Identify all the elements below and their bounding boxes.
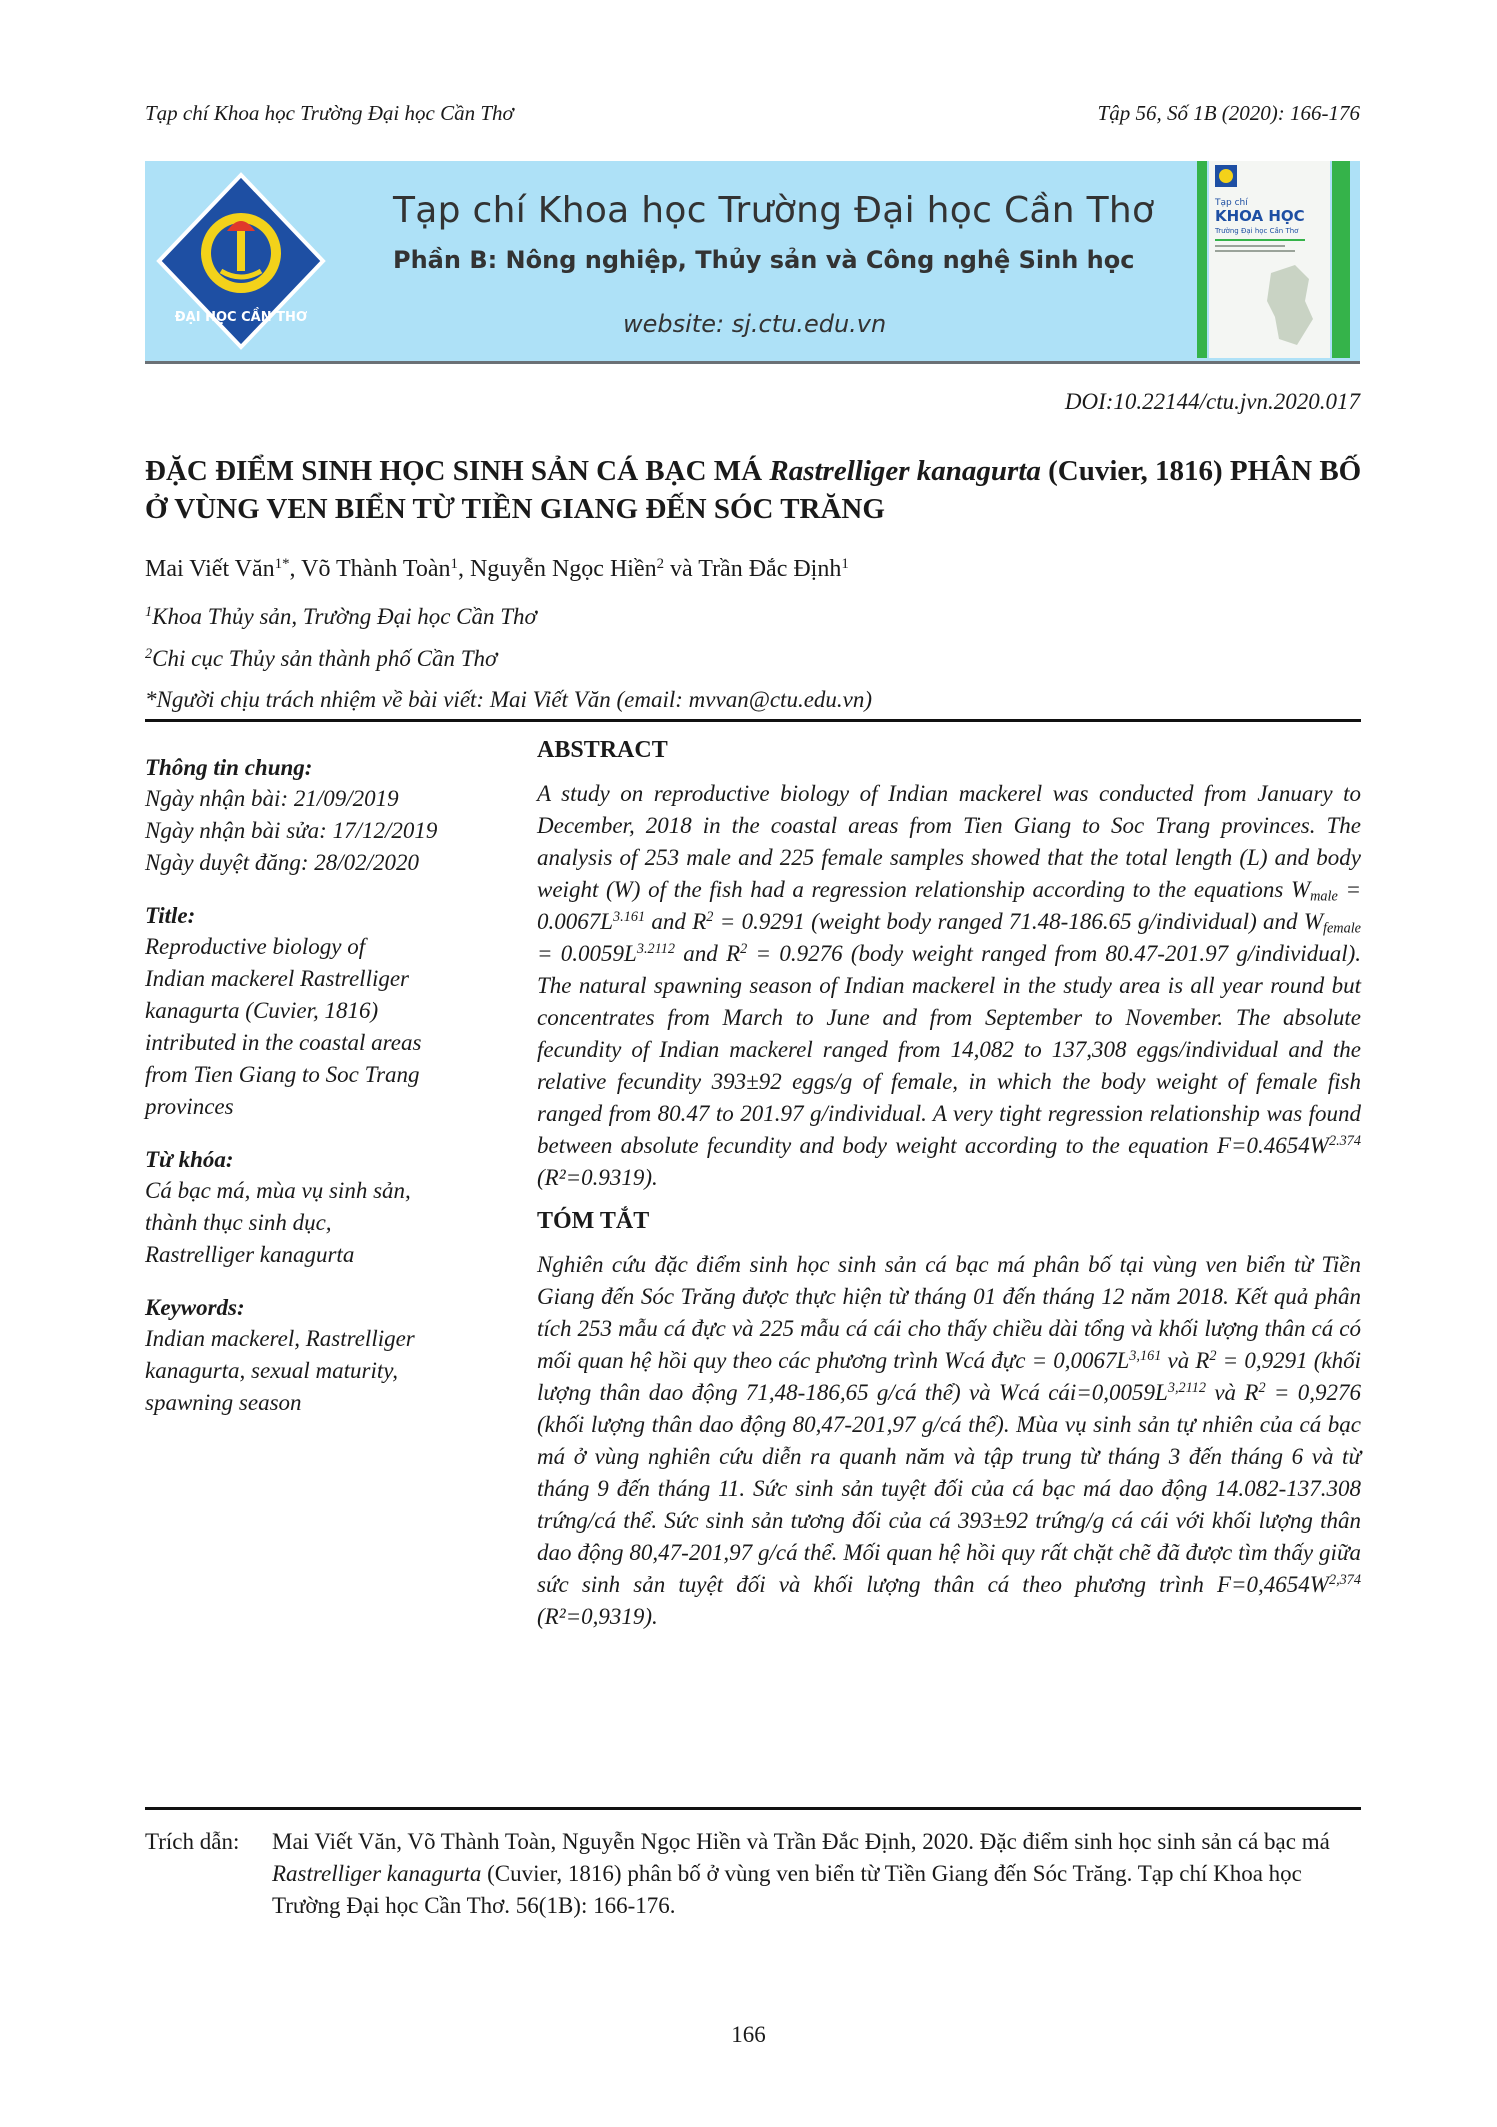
received-date: Ngày nhận bài: 21/09/2019: [145, 786, 399, 811]
green-accent-bar: [1197, 161, 1207, 358]
abstract-text: A study on reproductive biology of Indian mackerel was conducted from January to December, 2018 in the coastal areas from Tien Giang to Soc Trang provinces. The analysis of 253 male and 225 female samples showed that the total length (L) and body weight (W) of the fish had a regression relationship according to the equations $W_{male} = 0.0067L^{3.161}$ and $R^2 = 0.9291$ (weight body ranged 71.48-186.65 g/individual) and $W_{female} = 0.0059L^{3.2112}$ and $R^2 = 0.9276$ (body weight ranged from 80.47-201.97 g/individual). The natural spawning season of Indian mackerel in the study area is all year round but concentrates from March to June and from September to November. The absolute fecundity of Indian mackerel ranged from 14,082 to 137,308 eggs/individual and the relative fecundity 393±92 eggs/g of female, in which the body weight of female fish ranged from 80.47 to 201.97 g/individual. A very tight regression relationship was found between absolute fecundity and body weight according to the equation $F=0.4654W^{2.374}$ (R²=0.9319).: [537, 781, 1361, 1190]
article-title: ĐẶC ĐIỂM SINH HỌC SINH SẢN CÁ BẠC MÁ Rastrelliger kanagurta (Cuvier, 1816) PHÂN BỐ Ở VÙNG VEN BIỂN TỪ TIỀN GIANG ĐẾN SÓC TRĂNG: [145, 455, 1362, 525]
article-info-sidebar: [145, 755, 500, 1443]
banner-subtitle: Phần B: Nông nghiệp, Thủy sản và Công nghệ Sinh học: [393, 246, 1135, 274]
svg-text:ĐẠI HỌC CẦN THƠ: ĐẠI HỌC CẦN THƠ: [174, 310, 308, 325]
accepted-date: Ngày duyệt đăng: 28/02/2020: [145, 850, 420, 875]
citation-text: Mai Viết Văn, Võ Thành Toàn, Nguyễn Ngọc Hiền và Trần Đắc Định, 2020. Đặc điểm sinh học sinh sản cá bạc má Rastrelliger kanagurta (Cuvier, 1816) phân bố ở vùng ven biển từ Tiền Giang đến Sóc Trăng. Tạp chí Khoa học Trường Đại học Cần Thơ. 56(1B): 166-176.: [272, 1829, 1330, 1918]
species-name: Rastrelliger kanagurta: [769, 455, 1041, 487]
doi[interactable]: DOI:10.22144/ctu.jvn.2020.017: [1064, 389, 1360, 414]
journal-banner: [145, 161, 1360, 364]
banner-website[interactable]: website: sj.ctu.edu.vn: [623, 310, 887, 338]
affiliation: $^1$Khoa Thủy sản, Trường Đại học Cần Thơ: [145, 604, 537, 629]
journal-cover-thumbnail: [1209, 161, 1330, 358]
author: Võ Thành Toàn: [301, 556, 451, 582]
page-number: 166: [731, 2022, 766, 2047]
vietnamese-keywords: Từ khóa: Cá bạc má, mùa vụ sinh sản, thành thục sinh dục, Rastrelliger kanagurta: [145, 1147, 500, 1271]
abstract-heading: ABSTRACT: [537, 737, 668, 763]
corresponding-author: *Người chịu trách nhiệm về bài viết: Mai Viết Văn (email: mvvan@ctu.edu.vn): [145, 687, 873, 712]
tomtat-text: Nghiên cứu đặc điểm sinh học sinh sản cá bạc má phân bố tại vùng ven biển từ Tiền Giang đến Sóc Trăng được thực hiện từ tháng 01 đến tháng 12 năm 2018. Kết quả phân tích 253 mẫu cá đực và 225 mẫu cá cái cho thấy chiều dài tổng và khối lượng thân cá có mối quan hệ hồi quy theo các phương trình Wcá đực = $0,0067L^{3,161}$ và $R^2 = 0,9291$ (khối lượng thân dao động 71,48-186,65 g/cá thể) và Wcá $cái=0,0059L^{3,2112}$ và $R^2 = 0,9276$ (khối lượng thân dao động 80,47-201,97 g/cá thể). Mùa vụ sinh sản tự nhiên của cá bạc má ở vùng nghiên cứu diễn ra quanh năm và tập trung từ tháng 3 đến tháng 6 và từ tháng 9 đến tháng 11. Sức sinh sản tuyệt đối của cá bạc má dao động 14.082-137.308 trứng/cá thể. Sức sinh sản tương đối của cá 393±92 trứng/g cá cái với khối lượng thân dao động 80,47-201,97 g/cá thể. Mối quan hệ hồi quy rất chặt chẽ đã được tìm thấy giữa sức sinh sản tuyệt đối và khối lượng thân cá theo phương trình $F=0,4654W^{2,374}$ (R²=0,9319).: [537, 1252, 1361, 1629]
english-title-heading: Title:: [145, 903, 196, 928]
author: Trần Đắc Định: [698, 556, 842, 582]
english-title: Title: Reproductive biology of Indian mackerel Rastrelliger kanagurta (Cuvier, 1816) intributed in the coastal areas from Tien Giang to Soc Trang provinces: [145, 903, 500, 1123]
running-header-volume: Tập 56, Số 1B (2020): 166-176: [1097, 101, 1360, 125]
abstract-column: [537, 737, 1361, 1633]
running-header-journal: Tạp chí Khoa học Trường Đại học Cần Thơ: [145, 101, 514, 125]
svg-text:Tạp chí: Tạp chí: [1215, 198, 1248, 208]
author-list: Mai Viết Văn$^{1*}$, Võ Thành Toàn$^1$, Nguyễn Ngọc Hiền$^2$ và Trần Đắc Định$^1$: [145, 555, 849, 582]
journal-cover-art: [1209, 161, 1330, 358]
divider: [145, 719, 1361, 722]
svg-text:Trường Đại học Cần Thơ: Trường Đại học Cần Thơ: [1215, 227, 1299, 235]
revised-date: Ngày nhận bài sửa: 17/12/2019: [145, 818, 438, 843]
keywords-heading: Keywords:: [145, 1295, 245, 1320]
general-info-heading: Thông tin chung:: [145, 755, 313, 780]
author: Mai Viết Văn: [145, 556, 275, 582]
author: Nguyễn Ngọc Hiền: [469, 556, 657, 582]
tukhoa-heading: Từ khóa:: [145, 1147, 234, 1172]
english-keywords: Keywords: Indian mackerel, Rastrelliger kanagurta, sexual maturity, spawning season: [145, 1295, 500, 1419]
general-info: [145, 755, 500, 879]
divider: [145, 1807, 1361, 1810]
tomtat-heading: TÓM TẮT: [537, 1208, 650, 1234]
green-accent-bar: [1332, 161, 1350, 358]
affiliation: $^2$Chi cục Thủy sản thành phố Cần Thơ: [145, 646, 498, 671]
citation-label: Trích dẫn:: [145, 1829, 240, 1854]
svg-text:KHOA HỌC: KHOA HỌC: [1215, 207, 1305, 225]
banner-title: Tạp chí Khoa học Trường Đại học Cần Thơ: [393, 190, 1155, 231]
university-logo: [151, 171, 331, 351]
